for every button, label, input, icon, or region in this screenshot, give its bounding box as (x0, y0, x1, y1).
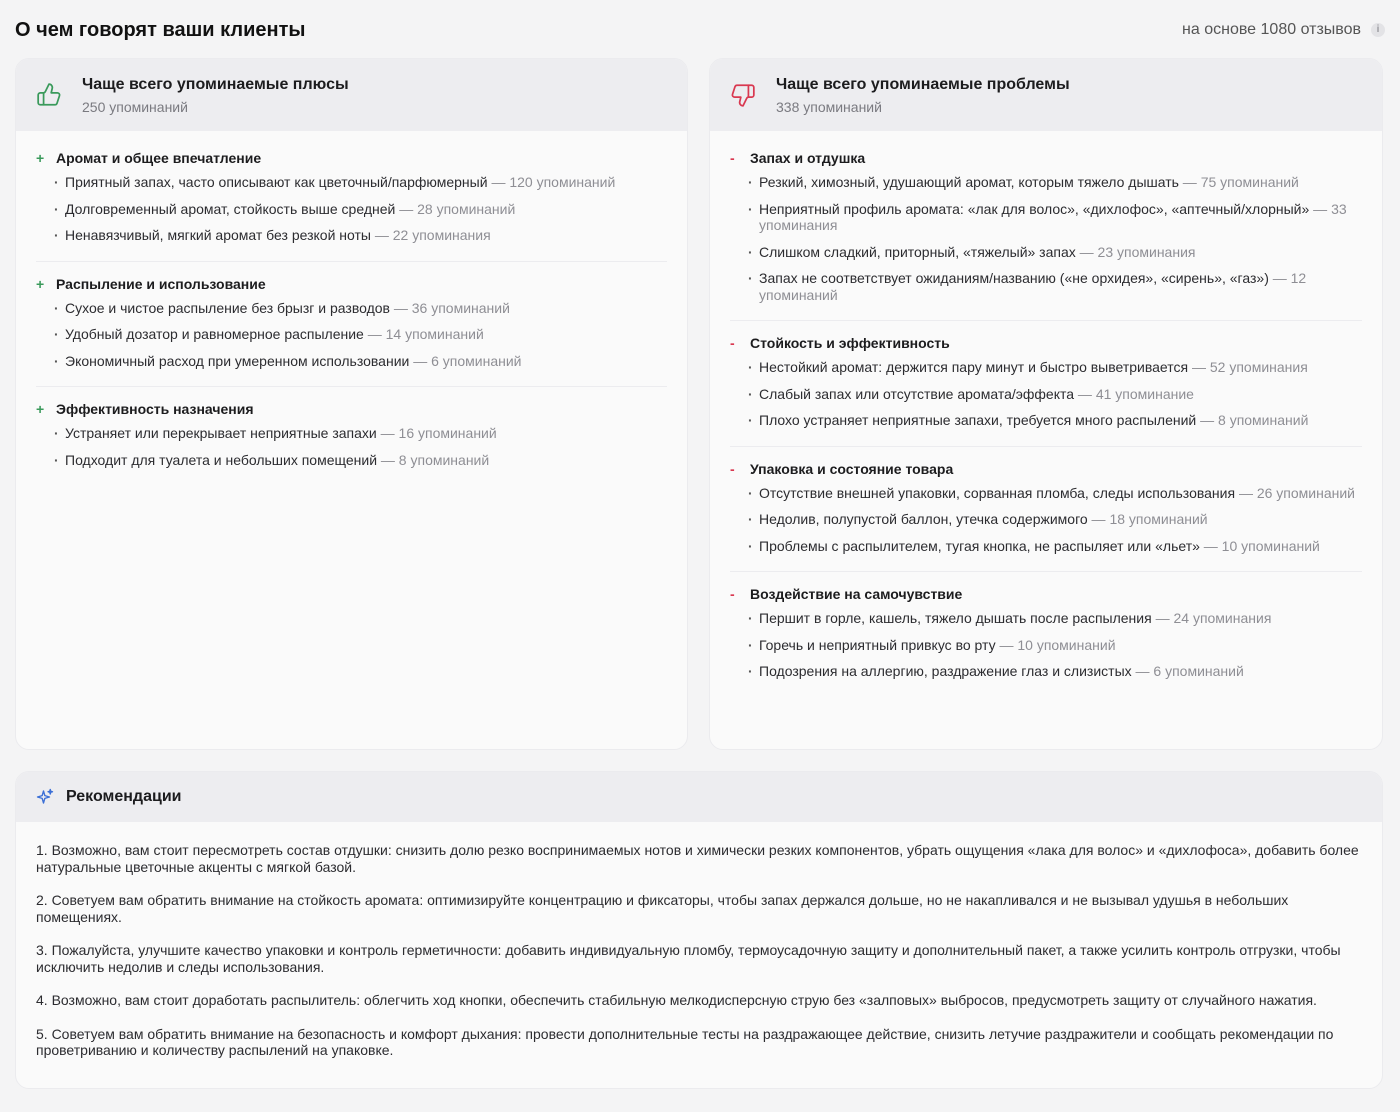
cons-group (730, 460, 1362, 573)
minus-marker: - (730, 586, 735, 602)
mentions-list (730, 485, 1362, 555)
group-title (36, 275, 667, 293)
mentions-list (36, 300, 667, 370)
cons-group (730, 585, 1362, 697)
item-text: Недолив, полупустой баллон, утечка содержимого (759, 511, 1088, 527)
page-header (15, 16, 1385, 44)
item-count: — 14 упоминаний (363, 326, 484, 342)
group-title-text: Упаковка и состояние товара (750, 460, 954, 477)
list-item (54, 425, 667, 442)
mentions-list (36, 425, 667, 468)
group-title-text: Эффективность назначения (56, 401, 254, 417)
list-item (748, 359, 1362, 376)
item-count: — 12 упоминаний (759, 270, 1307, 303)
recommendations-header (16, 772, 1382, 822)
list-item (748, 270, 1362, 303)
item-text: Слабый запах или отсутствие аромата/эффекта (759, 385, 1075, 402)
list-item (54, 201, 667, 218)
group-title-text: Распыление и использование (56, 275, 266, 292)
list-item (54, 326, 667, 343)
mentions-list (730, 174, 1362, 303)
reviews-summary (1182, 21, 1385, 39)
item-count: — 23 упоминания (1075, 243, 1196, 260)
list-item (54, 353, 667, 370)
item-text: Приятный запах, часто описывают как цветочный/парфюмерный (65, 174, 488, 190)
list-item (54, 227, 667, 244)
list-item (748, 538, 1362, 555)
minus-marker: - (730, 460, 735, 477)
cons-title: Чаще всего упоминаемые проблемы (776, 75, 1070, 93)
group-title (36, 400, 667, 418)
list-item (748, 511, 1362, 528)
item-text: Нестойкий аромат: держится пару минут и быстро выветривается (759, 359, 1189, 375)
item-count: — 24 упоминания (1151, 610, 1272, 626)
pros-group (36, 400, 667, 485)
item-count: — 26 упоминаний (1235, 484, 1356, 501)
item-text: Першит в горле, кашель, тяжело дышать после распыления (759, 610, 1152, 626)
item-count: — 75 упоминаний (1178, 174, 1299, 190)
list-item (54, 174, 667, 191)
recommendation-item: 3. Пожалуйста, улучшите качество упаковки и контроль герметичности: добавить индивидуальную пломбу, термоусадочную защиту и дополнительный пакет, а также усилить контроль отгрузки, чтобы исключить недолив и следы использования. (36, 942, 1341, 975)
group-title-text: Стойкость и эффективность (750, 335, 950, 351)
item-text: Сухое и чистое распыление без брызг и разводов (65, 299, 390, 316)
recommendation-item: 4. Возможно, вам стоит доработать распылитель: облегчить ход кнопки, обеспечить стабильную мелкодисперсную струю без «залповых» выбросов, предусмотреть защиту от случайного нажатия. (36, 992, 1317, 1008)
list-item (748, 244, 1362, 261)
pros-title: Чаще всего упоминаемые плюсы (82, 75, 349, 93)
item-count: — 41 упоминание (1074, 385, 1194, 402)
list-item (748, 663, 1362, 680)
group-title (730, 460, 1362, 478)
group-title (730, 585, 1362, 603)
item-count: — 6 упоминаний (1131, 663, 1244, 679)
recommendation-item: 5. Советуем вам обратить внимание на безопасность и комфорт дыхания: провести дополнительные тесты на раздражающее действие, снизить летучие раздражители и сообщать рекомендации по проветриванию и количеству распылений на упаковке. (36, 1025, 1334, 1058)
pros-mentions-count: 250 упоминаний (82, 98, 188, 115)
item-text: Слишком сладкий, приторный, «тяжелый» запах (759, 243, 1076, 260)
item-text: Неприятный профиль аромата: «лак для волос», «дихлофос», «аптечный/хлорный» (759, 200, 1310, 217)
list-item (748, 174, 1362, 191)
item-count: — 22 упоминания (370, 227, 491, 243)
thumbs-up-icon (36, 82, 62, 108)
item-count: — 33 упоминания (759, 200, 1347, 233)
item-count: — 18 упоминаний (1087, 511, 1208, 527)
item-count: — 16 упоминаний (376, 425, 497, 441)
mentions-list (730, 610, 1362, 680)
cons-group (730, 149, 1362, 321)
plus-marker: + (36, 401, 45, 417)
item-text: Долговременный аромат, стойкость выше средней (65, 200, 396, 217)
item-count: — 6 упоминаний (409, 352, 522, 369)
item-text: Плохо устраняет неприятные запахи, требуется много распылений (759, 412, 1197, 428)
pros-card-header (16, 59, 687, 131)
item-count: — 120 упоминаний (487, 174, 616, 190)
group-title (730, 334, 1362, 352)
item-text: Удобный дозатор и равномерное распыление (65, 326, 364, 342)
list-item (748, 412, 1362, 429)
item-count: — 36 упоминаний (389, 299, 510, 316)
recommendations-title: Рекомендации (66, 788, 182, 805)
list-item (748, 485, 1362, 502)
cons-groups (710, 131, 1382, 697)
plus-marker: + (36, 150, 45, 166)
mentions-list (730, 359, 1362, 429)
cons-card-header (710, 59, 1382, 131)
item-count: — 10 упоминаний (1199, 537, 1320, 554)
item-text: Резкий, химозный, удушающий аромат, которым тяжело дышать (759, 174, 1179, 190)
list-item (54, 300, 667, 317)
minus-marker: - (730, 335, 735, 351)
pros-group (36, 149, 667, 262)
item-text: Горечь и неприятный привкус во рту (759, 636, 996, 653)
list-item (748, 637, 1362, 654)
plus-marker: + (36, 275, 45, 292)
group-title (36, 149, 667, 167)
group-title-text: Воздействие на самочувствие (750, 586, 963, 602)
recommendations-list (16, 822, 1382, 1059)
cons-mentions-count: 338 упоминаний (776, 98, 882, 115)
item-text: Подозрения на аллергию, раздражение глаз и слизистых (759, 663, 1132, 679)
info-icon[interactable]: i (1371, 23, 1385, 37)
item-text: Ненавязчивый, мягкий аромат без резкой ноты (65, 227, 371, 243)
item-text: Отсутствие внешней упаковки, сорванная пломба, следы использования (759, 484, 1236, 501)
pros-groups (16, 131, 687, 485)
item-count: — 52 упоминания (1188, 359, 1308, 375)
mentions-list (36, 174, 667, 244)
item-text: Устраняет или перекрывает неприятные запахи (65, 425, 377, 441)
group-title-text: Запах и отдушка (750, 150, 866, 166)
page-title: О чем говорят ваши клиенты (15, 18, 306, 41)
group-title-text: Аромат и общее впечатление (56, 150, 262, 166)
thumbs-down-icon (730, 82, 756, 108)
cons-card (709, 58, 1383, 750)
recommendation-item: 2. Советуем вам обратить внимание на стойкость аромата: оптимизируйте концентрацию и фиксаторы, чтобы запах держался дольше, но не накапливался и не вызывал удушья в небольших помещениях. (36, 892, 1289, 925)
minus-marker: - (730, 150, 735, 166)
list-item (748, 201, 1362, 234)
item-text: Проблемы с распылителем, тугая кнопка, не распыляет или «льет» (759, 537, 1200, 554)
list-item (748, 610, 1362, 627)
pros-group (36, 275, 667, 388)
item-count: — 10 упоминаний (995, 636, 1116, 653)
item-count: — 8 упоминаний (377, 451, 490, 468)
sparkle-icon (36, 788, 54, 806)
reviews-count-label: на основе 1080 отзывов (1182, 21, 1361, 38)
list-item (748, 386, 1362, 403)
list-item (54, 452, 667, 469)
item-text: Экономичный расход при умеренном использовании (65, 352, 410, 369)
recommendations-card (15, 771, 1383, 1089)
group-title (730, 149, 1362, 167)
recommendation-item: 1. Возможно, вам стоит пересмотреть состав отдушки: снизить долю резко воспринимаемых нотов и химически резких компонентов, убрать ощущения «лака для волос» и «дихлофоса», добавить более натуральные цветочные акценты с мягкой базой. (36, 842, 1359, 875)
item-text: Запах не соответствует ожиданиям/названию («не орхидея», «сирень», «газ») (759, 270, 1269, 286)
item-text: Подходит для туалета и небольших помещений (65, 451, 378, 468)
item-count: — 8 упоминаний (1196, 412, 1309, 428)
pros-card (15, 58, 688, 750)
cons-group (730, 334, 1362, 447)
item-count: — 28 упоминаний (395, 200, 516, 217)
